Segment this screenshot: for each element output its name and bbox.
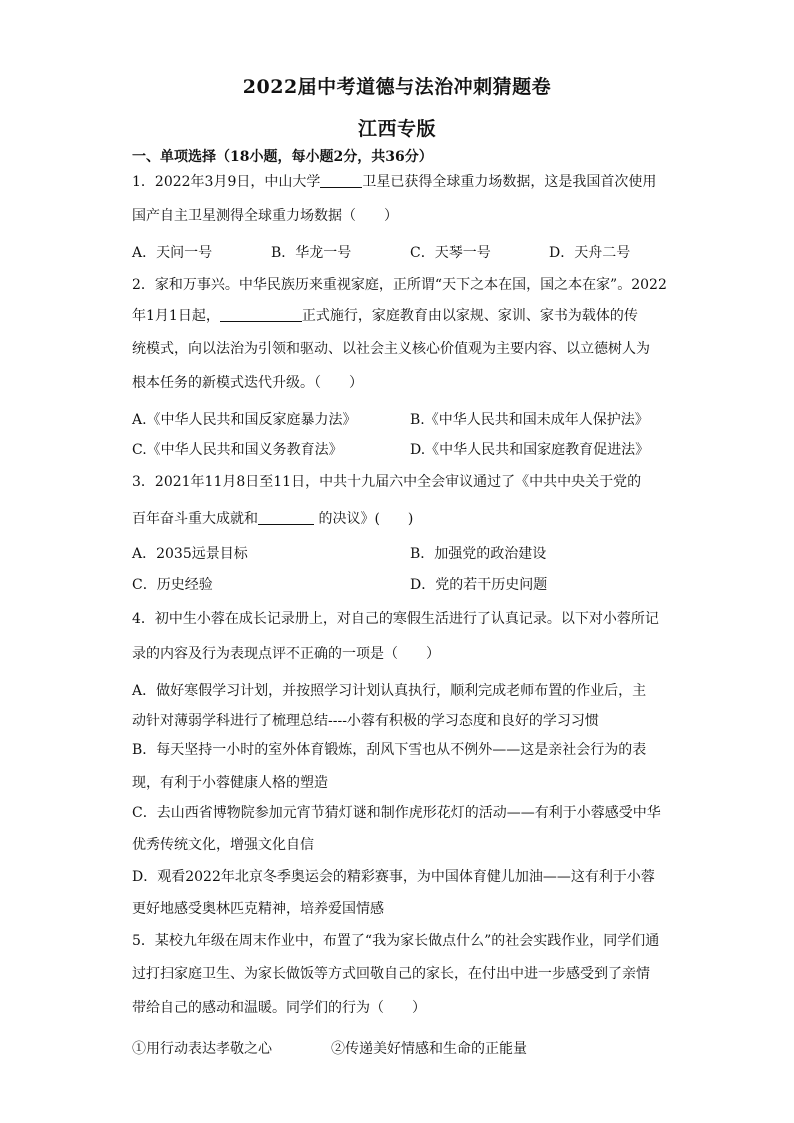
q2-line1: 2．家和万事兴。中华民族历来重视家庭，正所谓“天下之本在国，国之本在家”。2022 <box>132 277 667 293</box>
section-heading: 一、单项选择（18小题，每小题2分，共36分） <box>132 149 433 165</box>
q2-text-before: 年1月1日起， <box>132 308 220 324</box>
q3-text-before: 百年奋斗重大成就和 <box>132 511 258 527</box>
page-title: 2022届中考道德与法治冲刺猜题卷 <box>242 76 552 98</box>
q2-line4: 根本任务的新模式迭代升级。（ ） <box>132 375 363 391</box>
q4-option-d-line2: 更好地感受奥林匹克精神，培养爱国情感 <box>132 901 384 917</box>
q5-item-1: ①用行动表达孝敬之心 <box>132 1041 272 1057</box>
q2-line3: 统模式，向以法治为引领和驱动、以社会主义核心价值观为主要内容、以立德树人为 <box>132 341 650 357</box>
q3-text-after: 的决议》( ) <box>314 511 414 527</box>
q4-option-b-line1: B．每天坚持一小时的室外体育锻炼，刮风下雪也从不例外——这是亲社会行为的表 <box>132 742 647 758</box>
q4-line2: 录的内容及行为表现点评不正确的一项是（ ） <box>132 646 440 662</box>
q5-line3: 带给自己的感动和温暖。同学们的行为（ ） <box>132 1000 426 1016</box>
q1-text-before: 1．2022年3月9日，中山大学 <box>132 174 321 190</box>
q2-option-a: A.《中华人民共和国反家庭暴力法》 <box>132 412 357 428</box>
q4-option-c-line2: 优秀传统文化，增强文化自信 <box>132 837 314 853</box>
q1-option-b: B．华龙一号 <box>271 245 352 261</box>
page-subtitle: 江西专版 <box>357 118 436 140</box>
q1-line2: 国产自主卫星测得全球重力场数据（ ） <box>132 208 398 224</box>
q2-option-b: B.《中华人民共和国未成年人保护法》 <box>410 412 649 428</box>
q5-line2: 过打扫家庭卫生、为家长做饭等方式回敬自己的家长，在付出中进一步感受到了亲情 <box>132 966 650 982</box>
q4-option-a-line2: 动针对薄弱学科进行了梳理总结----小蓉有积极的学习态度和良好的学习习惯 <box>132 713 599 729</box>
q1-option-c: C．天琴一号 <box>410 245 491 261</box>
q3-line2 <box>132 510 662 528</box>
q2-line2 <box>132 307 662 325</box>
q4-option-b-line2: 现，有利于小蓉健康人格的塑造 <box>132 775 328 791</box>
q1-blank <box>320 173 362 188</box>
q1-option-a: A．天问一号 <box>132 245 213 261</box>
q2-option-c: C.《中华人民共和国义务教育法》 <box>132 442 343 458</box>
q5-line1: 5．某校九年级在周末作业中，布置了“我为家长做点什么”的社会实践作业，同学们通 <box>132 933 660 949</box>
q2-blank <box>220 307 302 322</box>
q2-text-after: 正式施行，家庭教育由以家规、家训、家书为载体的传 <box>301 308 638 324</box>
q2-option-d: D.《中华人民共和国家庭教育促进法》 <box>410 442 650 458</box>
q3-blank <box>258 510 314 525</box>
q4-option-a-line1: A．做好寒假学习计划，并按照学习计划认真执行，顺利完成老师布置的作业后，主 <box>132 683 647 699</box>
q3-option-c: C．历史经验 <box>132 577 213 593</box>
q4-option-c-line1: C．去山西省博物院参加元宵节猜灯谜和制作虎形花灯的活动——有利于小蓉感受中华 <box>132 805 661 821</box>
q3-line1: 3．2021年11月8日至11日，中共十九届六中全会审议通过了《中共中央关于党的 <box>132 474 642 490</box>
q1-option-d: D．天舟二号 <box>549 245 631 261</box>
q5-item-2: ②传递美好情感和生命的正能量 <box>331 1041 527 1057</box>
q1-line1 <box>132 173 662 191</box>
q4-option-d-line1: D．观看2022年北京冬季奥运会的精彩赛事，为中国体育健儿加油——这有利于小蓉 <box>132 869 655 885</box>
q3-option-d: D．党的若干历史问题 <box>410 577 548 593</box>
q4-line1: 4．初中生小蓉在成长记录册上，对自己的寒假生活进行了认真记录。以下对小蓉所记 <box>132 611 659 627</box>
q1-text-after: 卫星已获得全球重力场数据，这是我国首次使用 <box>362 174 657 190</box>
q3-option-b: B．加强党的政治建设 <box>410 546 547 562</box>
q3-option-a: A．2035远景目标 <box>132 546 248 562</box>
